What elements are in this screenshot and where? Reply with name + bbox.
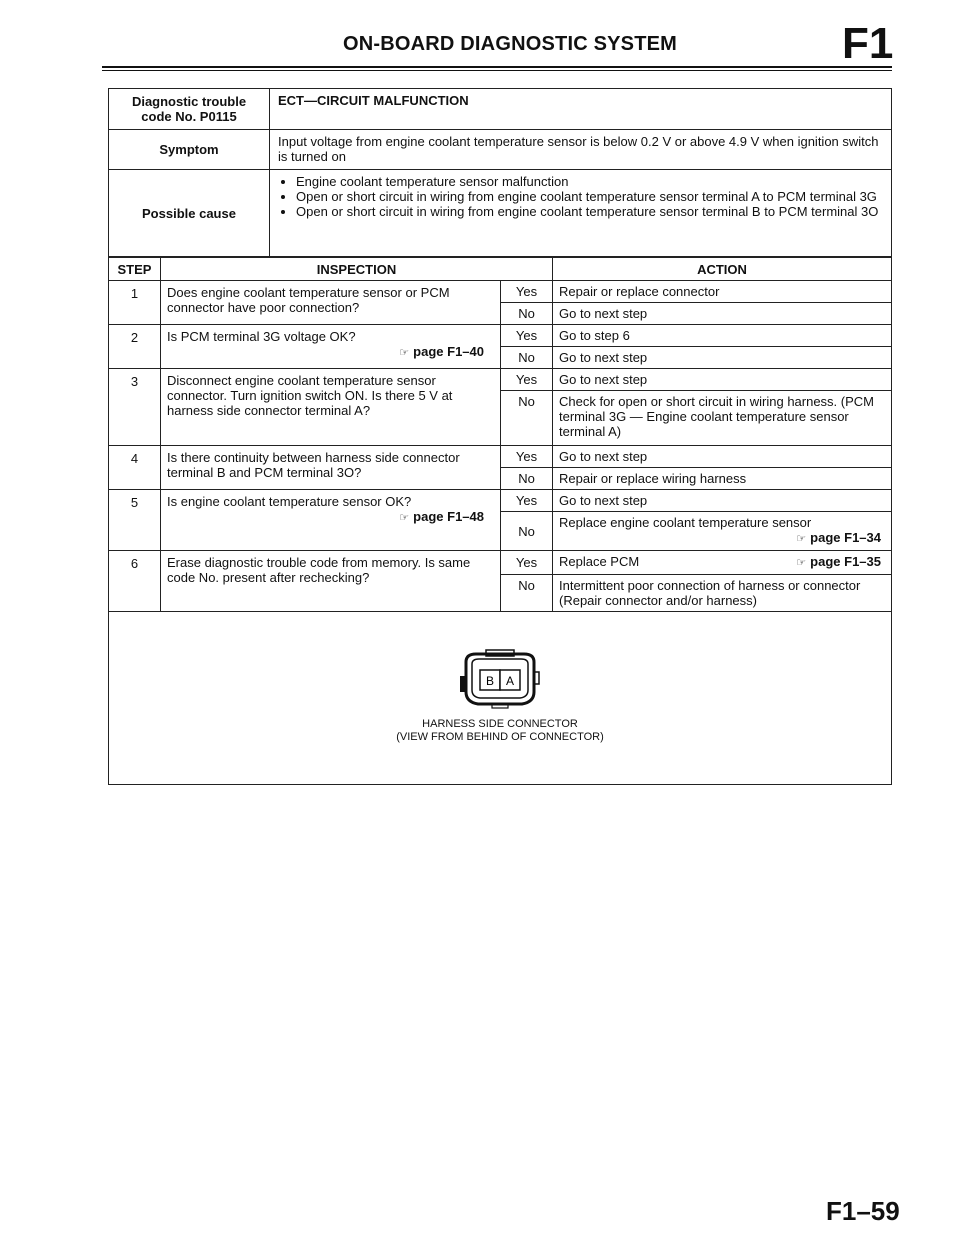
no-action: Go to next step xyxy=(553,303,892,325)
dtc-label-line1: Diagnostic trouble xyxy=(131,94,247,109)
no-action: Go to next step xyxy=(553,347,892,369)
no-label: No xyxy=(501,512,553,551)
header-divider xyxy=(102,66,892,68)
step-inspection xyxy=(161,490,501,551)
table-row xyxy=(109,281,892,303)
no-label: No xyxy=(501,347,553,369)
yes-label: Yes xyxy=(501,325,553,347)
yes-label: Yes xyxy=(501,369,553,391)
yes-action: Go to step 6 xyxy=(553,325,892,347)
yes-action: Go to next step xyxy=(553,369,892,391)
page-title: ON-BOARD DIAGNOSTIC SYSTEM xyxy=(342,33,678,55)
connector-bottom-tab xyxy=(492,704,508,708)
page-reference xyxy=(167,344,494,361)
step-number: 2 xyxy=(109,325,161,369)
page-ref-text: page F1–40 xyxy=(413,344,484,359)
terminal-a-label: A xyxy=(505,674,515,688)
connector-side-lock-left xyxy=(460,676,466,692)
inspection-text: Is there continuity between harness side connector terminal B and PCM terminal 3O? xyxy=(167,450,460,480)
terminal-b-label: B xyxy=(485,674,495,688)
cause-item: • Open or short circuit in wiring from engine coolant temperature sensor terminal A to PCM terminal 3G xyxy=(296,189,883,204)
page-reference xyxy=(796,554,885,571)
dtc-label-line2: code No. P0115 xyxy=(141,109,237,124)
connector-side-lock-right xyxy=(534,672,539,684)
dtc-label xyxy=(109,89,270,130)
step-inspection xyxy=(161,446,501,490)
yes-action: Go to next step xyxy=(553,490,892,512)
step-inspection xyxy=(161,369,501,446)
reference-hand-icon: ☞ xyxy=(399,512,410,524)
cause-item: • Engine coolant temperature sensor malfunction xyxy=(296,174,883,189)
header-inspection: INSPECTION xyxy=(161,258,553,281)
page-reference xyxy=(167,509,494,526)
section-code: F1 xyxy=(842,19,894,68)
action-text: Replace engine coolant temperature sensor xyxy=(559,515,812,530)
yes-action xyxy=(553,551,892,575)
table-row xyxy=(109,551,892,575)
no-label: No xyxy=(501,468,553,490)
harness-connector-diagram xyxy=(452,648,548,712)
step-number: 3 xyxy=(109,369,161,446)
diagram-caption xyxy=(109,718,891,744)
no-action: Check for open or short circuit in wiring harness. (PCM terminal 3G — Engine coolant temperature sensor terminal A) xyxy=(553,391,892,446)
table-row xyxy=(109,369,892,391)
yes-action: Go to next step xyxy=(553,446,892,468)
page-ref-text: page F1–35 xyxy=(810,554,881,569)
inspection-table xyxy=(108,257,892,785)
cause-label: Possible cause xyxy=(109,170,270,257)
no-label: No xyxy=(501,303,553,325)
page-reference xyxy=(559,530,885,547)
step-inspection xyxy=(161,281,501,325)
yes-label: Yes xyxy=(501,551,553,575)
inspection-text: Is engine coolant temperature sensor OK? xyxy=(167,494,412,509)
cause-item: • Open or short circuit in wiring from engine coolant temperature sensor terminal B to PCM terminal 3O xyxy=(296,204,883,219)
caption-line2: (VIEW FROM BEHIND OF CONNECTOR) xyxy=(396,731,604,743)
no-action: Intermittent poor connection of harness or connector (Repair connector and/or harness) xyxy=(553,575,892,612)
dtc-info-table xyxy=(108,88,892,257)
cause-list xyxy=(278,174,883,219)
page-ref-text: page F1–48 xyxy=(413,509,484,524)
step-number: 4 xyxy=(109,446,161,490)
table-row xyxy=(109,490,892,512)
no-action: Repair or replace wiring harness xyxy=(553,468,892,490)
caption-line1: HARNESS SIDE CONNECTOR xyxy=(422,718,578,730)
yes-label: Yes xyxy=(501,446,553,468)
symptom-label: Symptom xyxy=(109,130,270,170)
no-action xyxy=(553,512,892,551)
step-number: 1 xyxy=(109,281,161,325)
step-number: 5 xyxy=(109,490,161,551)
page-number: F1–59 xyxy=(826,1196,900,1226)
yes-action: Repair or replace connector xyxy=(553,281,892,303)
connector-diagram-cell xyxy=(109,612,892,785)
table-row xyxy=(109,446,892,468)
inspection-text: Erase diagnostic trouble code from memory. Is same code No. present after rechecking? xyxy=(167,555,471,585)
reference-hand-icon: ☞ xyxy=(796,533,807,545)
yes-label: Yes xyxy=(501,281,553,303)
no-label: No xyxy=(501,575,553,612)
symptom-value: Input voltage from engine coolant temperature sensor is below 0.2 V or above 4.9 V when ignition switch is turned on xyxy=(270,130,892,170)
step-inspection xyxy=(161,551,501,612)
dtc-value: ECT—CIRCUIT MALFUNCTION xyxy=(270,89,892,130)
inspection-text: Disconnect engine coolant temperature sensor connector. Turn ignition switch ON. Is there 5 V at harness side connector terminal A? xyxy=(167,373,453,418)
no-label: No xyxy=(501,391,553,446)
header-step: STEP xyxy=(109,258,161,281)
page-ref-text: page F1–34 xyxy=(810,530,881,545)
reference-hand-icon: ☞ xyxy=(796,557,807,569)
step-inspection xyxy=(161,325,501,369)
yes-label: Yes xyxy=(501,490,553,512)
step-number: 6 xyxy=(109,551,161,612)
inspection-text: Does engine coolant temperature sensor or PCM connector have poor connection? xyxy=(167,285,450,315)
cause-content xyxy=(270,170,892,257)
reference-hand-icon: ☞ xyxy=(399,347,410,359)
table-row xyxy=(109,325,892,347)
header-action: ACTION xyxy=(553,258,892,281)
action-text: Replace PCM xyxy=(559,554,640,569)
header-divider-thin xyxy=(102,70,892,71)
inspection-text: Is PCM terminal 3G voltage OK? xyxy=(167,329,356,344)
